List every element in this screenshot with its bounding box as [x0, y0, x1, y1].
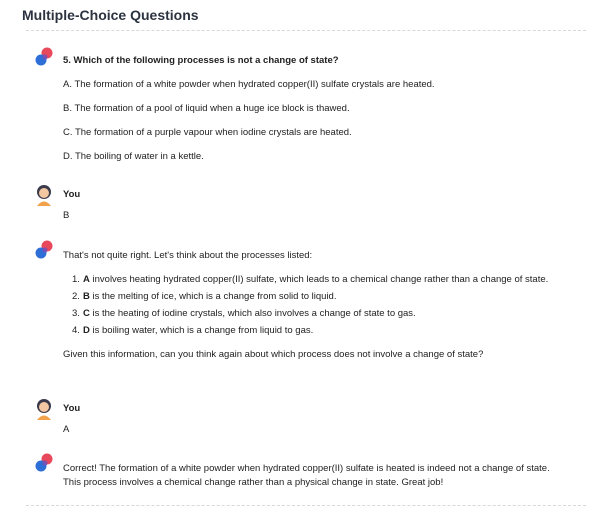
user-answer: A: [63, 424, 70, 435]
bot-avatar-icon: [34, 47, 56, 69]
feedback-follow-up: Given this information, can you think again about which process does not involve a change of state?: [63, 349, 484, 360]
user-answer: B: [63, 210, 70, 221]
question-title: 5. Which of the following processes is not a change of state?: [63, 55, 339, 66]
page-title: Multiple-Choice Questions: [22, 7, 199, 23]
divider: [26, 30, 586, 31]
user-name: You: [63, 189, 81, 200]
user-avatar-icon: [34, 184, 54, 206]
list-item: 2. B is the melting of ice, which is a change from solid to liquid.: [72, 291, 337, 302]
user-avatar-icon: [34, 398, 54, 420]
bot-avatar-icon: [34, 453, 56, 475]
divider: [26, 505, 586, 506]
process-list: [63, 273, 563, 338]
feedback-correct: Correct! The formation of a white powder when hydrated copper(II) sulfate is heated is indeed not a change of state. This process involves a chemical change rather than a physical change in state. Great job!: [63, 463, 550, 488]
feedback-intro: That's not quite right. Let's think about the processes listed:: [63, 250, 313, 261]
bot-avatar-icon: [34, 240, 56, 262]
option-a: A. The formation of a white powder when hydrated copper(II) sulfate crystals are heated.: [63, 79, 435, 90]
option-c: C. The formation of a purple vapour when iodine crystals are heated.: [63, 127, 352, 138]
list-item: 3. C is the heating of iodine crystals, which also involves a change of state to gas.: [72, 308, 416, 319]
list-item: 1. A involves heating hydrated copper(II) sulfate, which leads to a chemical change rather than a change of state.: [72, 274, 549, 285]
option-b: B. The formation of a pool of liquid when a huge ice block is thawed.: [63, 103, 350, 114]
list-item: 4. D is boiling water, which is a change from liquid to gas.: [72, 325, 314, 336]
option-d: D. The boiling of water in a kettle.: [63, 151, 204, 162]
user-name: You: [63, 403, 81, 414]
